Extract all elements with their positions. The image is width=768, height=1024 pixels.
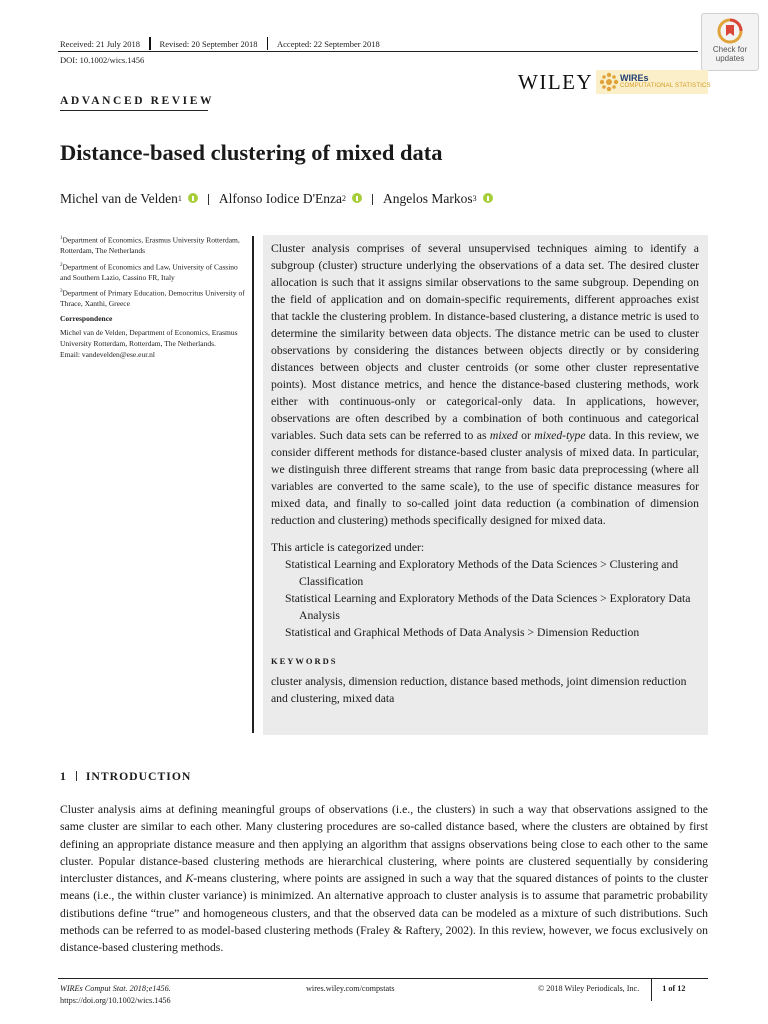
affiliation-1 [60, 234, 250, 257]
journal-logo-top: WIREs [620, 73, 649, 83]
citation: WIREs Comput Stat. 2018;e1456. [60, 984, 171, 993]
doi: DOI: 10.1002/wics.1456 [60, 55, 145, 65]
abstract-emphasis: mixed [489, 429, 518, 442]
introduction-paragraph [60, 801, 708, 957]
paragraph-emphasis: K [185, 872, 194, 886]
paragraph-part: Cluster analysis aims at defining meaningful groups of observations (i.e., the clusters) in such a way that observations assigned to the same cluster are similar to each other. Many clustering procedures are so-called distance based, where the clusters are obtained by first defining an appropriate distance measure and then applying an algorithm that assigns observations being close to each other to the same cluster. Popular distance-based clustering methods are hierarchical clustering, where points are clustered sequentially by considering intercluster distances, and [60, 803, 708, 886]
correspondence-heading: Correspondence [60, 313, 113, 323]
abstract-emphasis: mixed-type [534, 429, 586, 442]
abstract-box [263, 235, 708, 735]
page-number: 1 of 12 [662, 984, 686, 993]
introduction-heading [60, 770, 191, 783]
category-item[interactable]: Statistical and Graphical Methods of Data Analysis > Dimension Reduction [285, 626, 640, 639]
categorized-heading: This article is categorized under: [271, 541, 425, 554]
footer-rule [58, 978, 708, 979]
doi-link[interactable]: https://doi.org/10.1002/wics.1456 [60, 995, 171, 1005]
check-for-updates-label: Check for [712, 45, 748, 54]
orcid-icon[interactable] [483, 193, 493, 203]
received-date: Received: 21 July 2018 [60, 38, 141, 49]
section-label: ADVANCED REVIEW [60, 95, 215, 107]
header-rule [58, 51, 698, 52]
divider [76, 771, 77, 781]
correspondence-address: Michel van de Velden, Department of Economics, Erasmus University Rotterdam, Rotterdam, The Netherlands. [60, 328, 238, 348]
check-for-updates-button[interactable] [701, 13, 759, 71]
footer-right [538, 983, 685, 1001]
section-number: 1 [60, 770, 67, 783]
author-list: Michel van de Velden 1 Alfonso Iodice D'Enza 2 Angelos Markos 3 [60, 191, 493, 207]
category-item[interactable]: Statistical Learning and Exploratory Methods of the Data Sciences > Exploratory Data Analysis [285, 592, 691, 622]
publisher-logo: WILEY [518, 70, 594, 94]
author-name[interactable]: Michel van de Velden [60, 191, 178, 206]
abstract-part: or [517, 429, 535, 442]
column-rule [252, 236, 254, 733]
journal-logo [596, 70, 711, 94]
affiliation-3 [60, 287, 250, 310]
divider [208, 194, 209, 205]
divider [651, 979, 652, 1001]
keywords: cluster analysis, dimension reduction, distance based methods, joint dimension reduction and clustering, mixed data [271, 675, 687, 705]
section-title: INTRODUCTION [85, 770, 192, 783]
journal-logo-bottom: COMPUTATIONAL STATISTICS [620, 83, 711, 89]
footer-citation [60, 983, 171, 1006]
paragraph-part: -means clustering, where points are assigned in such a way that the squared distances of points to the cluster means (i.e., the within cluster variance) is minimized. An alternative approach to cluster analysis is to assume that parametric probability distibutions define “true” and homogeneous clusters, and that the observed data can be modeled as a mixture of such distributions. Such methods can be referred to as model-based clustering methods (Fraley & Raftery, 2002). In this review, however, we focus exclusively on distance-based clustering methods. [60, 872, 708, 955]
wires-emblem-icon [599, 72, 619, 92]
orcid-icon[interactable] [352, 193, 362, 203]
accepted-date: Accepted: 22 September 2018 [277, 38, 380, 49]
affiliation-2 [60, 261, 250, 284]
copyright: © 2018 Wiley Periodicals, Inc. [538, 984, 640, 993]
affiliation-mark: 1 [60, 236, 63, 241]
revised-date: Revised: 20 September 2018 [159, 38, 258, 49]
keywords-heading: KEYWORDS [271, 656, 338, 666]
affiliations [60, 234, 250, 364]
category-item[interactable]: Statistical Learning and Exploratory Methods of the Data Sciences > Clustering and Classification [285, 558, 679, 588]
crossmark-icon [717, 18, 743, 44]
abstract-text [271, 240, 699, 529]
affiliation-mark: 2 [60, 262, 63, 268]
affiliation-text: Department of Primary Education, Democritus University of Thrace, Xanthi, Greece [60, 288, 245, 309]
correspondence-email[interactable]: Email: vandevelden@ese.eur.nl [60, 349, 155, 359]
author-name[interactable]: Angelos Markos [383, 191, 473, 206]
author-name[interactable]: Alfonso Iodice D'Enza [218, 191, 342, 206]
affiliation-text: Department of Economics, Erasmus University Rotterdam, Rotterdam, The Netherlands [60, 235, 240, 256]
divider [267, 37, 269, 50]
divider [149, 37, 151, 50]
journal-website[interactable]: wires.wiley.com/compstats [306, 984, 395, 993]
affiliation-mark: 3 [60, 289, 63, 295]
abstract-part: data. In this review, we consider different methods for distance-based cluster analysis of mixed data. In particular, we distinguish three different streams that range from basic data preprocessing (where all variables are converted to the same scale), to the use of specific distance measures for mixed data, and finally to so-called joint data reduction (a combination of dimension reduction and clustering) methods specifically designed for mixed data. [271, 429, 699, 527]
article-history [60, 37, 380, 50]
abstract-part: Cluster analysis comprises of several unsupervised techniques aiming to identify a subgroup (cluster) structure underlying the observations of a data set. The desired cluster allocation is such that it assigns similar observations to the same subgroup. Depending on the field of application and on domain-specific requirements, different approaches exist that tackle the clustering problem. In distance-based clustering, a distance metric is used to determine the similarity between data objects. The distance metric can be used to cluster observations by considering the distances between objects directly or by considering distances between objects and cluster centroids (or some other cluster representative points). Most distance metrics, and hence the distance-based clustering methods, work either with continuous-only or categorical-only data. In applications, however, observations are often described by a combination of both continuous and categorical variables. Such data sets can be referred to as [271, 242, 699, 442]
updates-label: updates [715, 53, 745, 63]
article-title: Distance-based clustering of mixed data [60, 140, 443, 165]
orcid-icon[interactable] [188, 193, 198, 203]
divider [372, 194, 373, 205]
section-underline [60, 110, 208, 111]
category-list [271, 556, 699, 641]
affiliation-text: Department of Economics and Law, University of Cassino and Southern Lazio, Cassino FR, Italy [60, 262, 238, 282]
